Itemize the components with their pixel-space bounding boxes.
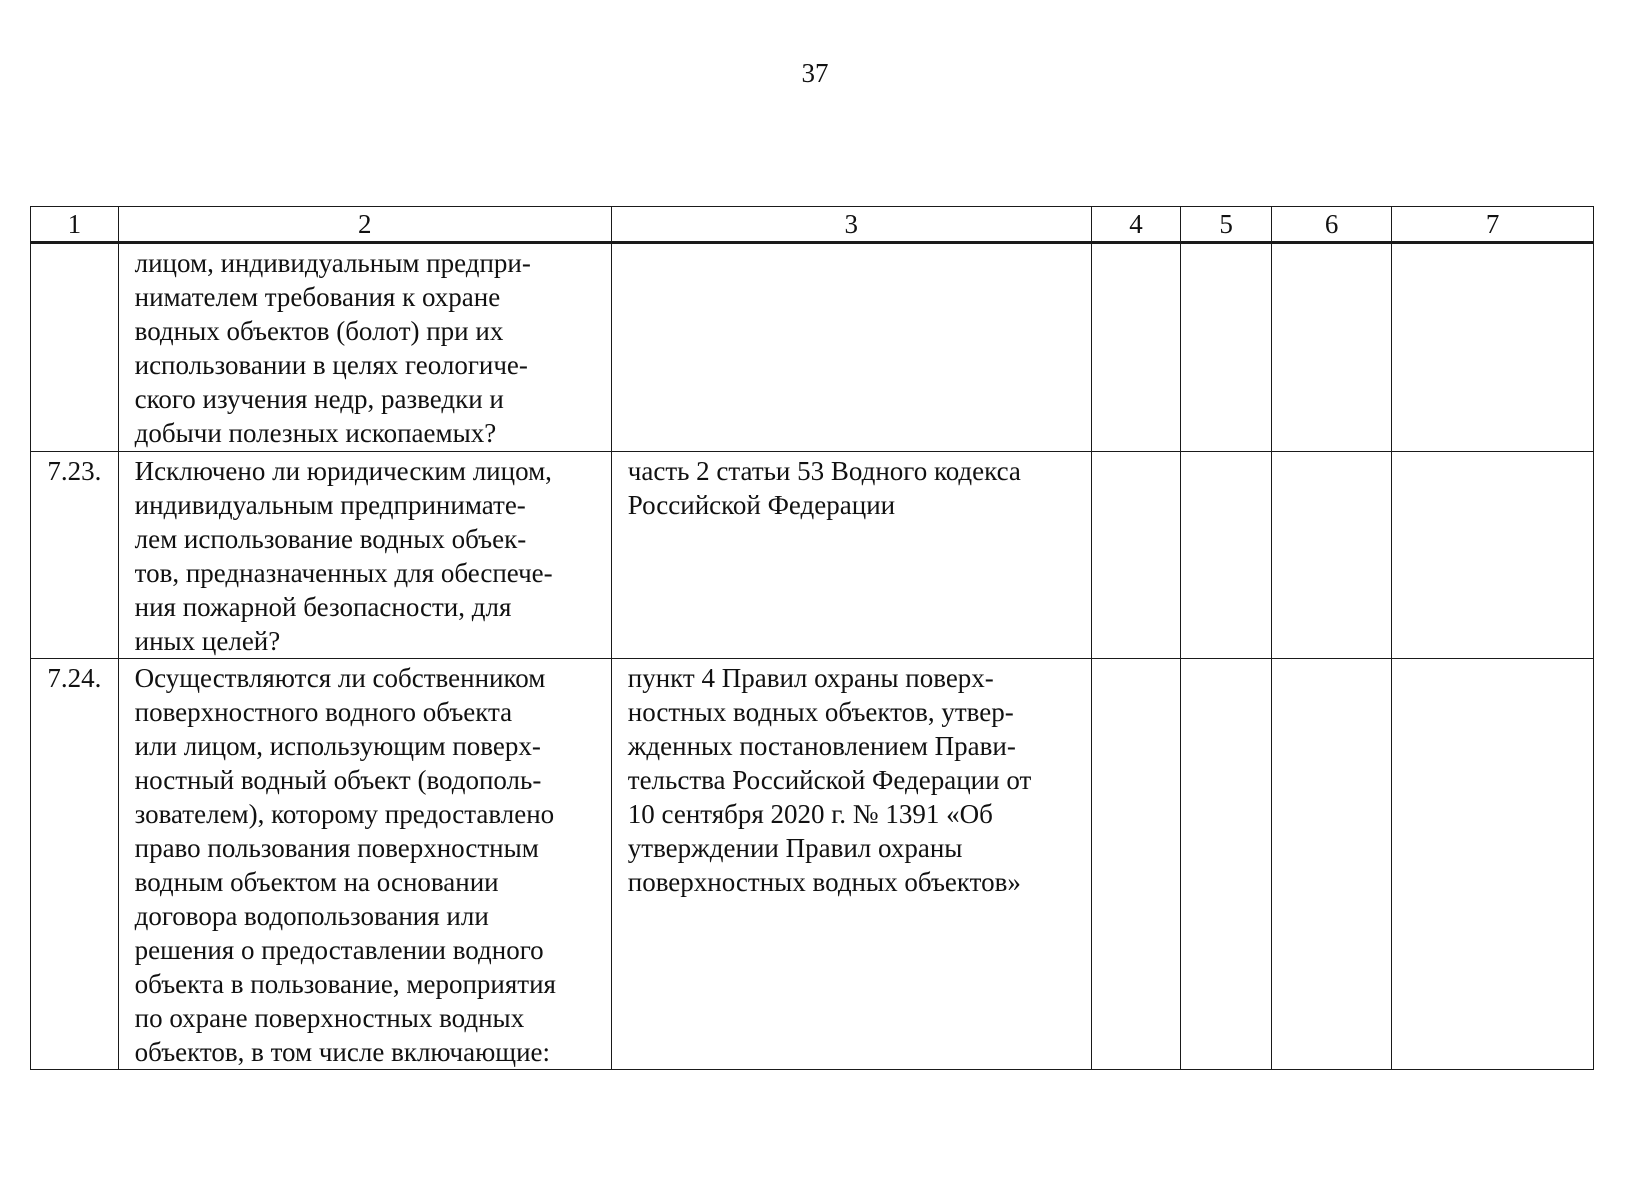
page-number: 37 bbox=[801, 58, 829, 88]
question-line: водным объектом на основании bbox=[134, 867, 499, 897]
question-line: право пользования поверхностным bbox=[134, 833, 539, 863]
table-header-row bbox=[31, 207, 1594, 243]
checklist-table bbox=[30, 206, 1594, 1070]
table-row bbox=[31, 243, 1594, 452]
answer-cell-5 bbox=[1181, 243, 1272, 452]
question-line: ского изучения недр, разведки и bbox=[134, 384, 504, 414]
answer-cell-4 bbox=[1091, 659, 1181, 1070]
answer-cell-5 bbox=[1181, 452, 1272, 659]
question-line: по охране поверхностных водных bbox=[134, 1003, 525, 1033]
question-line: ностный водный объект (водополь- bbox=[134, 765, 542, 795]
question-line: добычи полезных ископаемых? bbox=[134, 418, 497, 448]
question-line: Осуществляются ли собственником bbox=[134, 663, 546, 693]
question-line: тов, предназначенных для обеспече- bbox=[134, 558, 553, 588]
question-line: зователем), которому предоставлено bbox=[134, 799, 555, 829]
row-number bbox=[31, 243, 119, 452]
question-line: лицом, индивидуальным предпри- bbox=[134, 248, 531, 278]
question-line: Исключено ли юридическим лицом, bbox=[134, 456, 552, 486]
column-header-2: 2 bbox=[118, 207, 611, 243]
answer-cell-5 bbox=[1181, 659, 1272, 1070]
reference-line: утверждении Правил охраны bbox=[627, 833, 963, 863]
column-header-7: 7 bbox=[1392, 207, 1594, 243]
question-cell bbox=[118, 452, 611, 659]
answer-cell-6 bbox=[1271, 659, 1391, 1070]
column-header-5: 5 bbox=[1181, 207, 1272, 243]
table-row bbox=[31, 452, 1594, 659]
question-cell bbox=[118, 243, 611, 452]
question-line: иных целей? bbox=[134, 626, 281, 656]
question-line: нимателем требования к охране bbox=[134, 282, 501, 312]
question-line: лем использование водных объек- bbox=[134, 524, 527, 554]
reference-cell bbox=[611, 452, 1091, 659]
question-line: договора водопользования или bbox=[134, 901, 489, 931]
reference-line: тельства Российской Федерации от bbox=[627, 765, 1032, 795]
answer-cell-7 bbox=[1392, 243, 1594, 452]
answer-cell-4 bbox=[1091, 452, 1181, 659]
reference-line: Российской Федерации bbox=[627, 490, 896, 520]
answer-cell-6 bbox=[1271, 243, 1391, 452]
question-line: ния пожарной безопасности, для bbox=[134, 592, 512, 622]
question-line: решения о предоставлении водного bbox=[134, 935, 544, 965]
row-number: 7.23. bbox=[31, 452, 119, 659]
answer-cell-7 bbox=[1392, 659, 1594, 1070]
question-line: водных объектов (болот) при их bbox=[134, 316, 504, 346]
reference-line: 10 сентября 2020 г. № 1391 «Об bbox=[627, 799, 993, 829]
reference-line: ностных водных объектов, утвер- bbox=[627, 697, 1014, 727]
question-line: использовании в целях геологиче- bbox=[134, 350, 528, 380]
question-line: поверхностного водного объекта bbox=[134, 697, 513, 727]
reference-cell bbox=[611, 243, 1091, 452]
column-header-1: 1 bbox=[31, 207, 119, 243]
question-line: или лицом, использующим поверх- bbox=[134, 731, 541, 761]
row-number: 7.24. bbox=[31, 659, 119, 1070]
answer-cell-7 bbox=[1392, 452, 1594, 659]
table-row bbox=[31, 659, 1594, 1070]
question-cell bbox=[118, 659, 611, 1070]
reference-cell bbox=[611, 659, 1091, 1070]
column-header-3: 3 bbox=[611, 207, 1091, 243]
reference-line: поверхностных водных объектов» bbox=[627, 867, 1021, 897]
reference-line: часть 2 статьи 53 Водного кодекса bbox=[627, 456, 1021, 486]
question-line: объектов, в том числе включающие: bbox=[134, 1037, 551, 1067]
answer-cell-6 bbox=[1271, 452, 1391, 659]
answer-cell-4 bbox=[1091, 243, 1181, 452]
reference-line: пункт 4 Правил охраны поверх- bbox=[627, 663, 994, 693]
column-header-4: 4 bbox=[1091, 207, 1181, 243]
column-header-6: 6 bbox=[1271, 207, 1391, 243]
question-line: объекта в пользование, мероприятия bbox=[134, 969, 556, 999]
question-line: индивидуальным предпринимате- bbox=[134, 490, 526, 520]
reference-line: жденных постановлением Прави- bbox=[627, 731, 1016, 761]
